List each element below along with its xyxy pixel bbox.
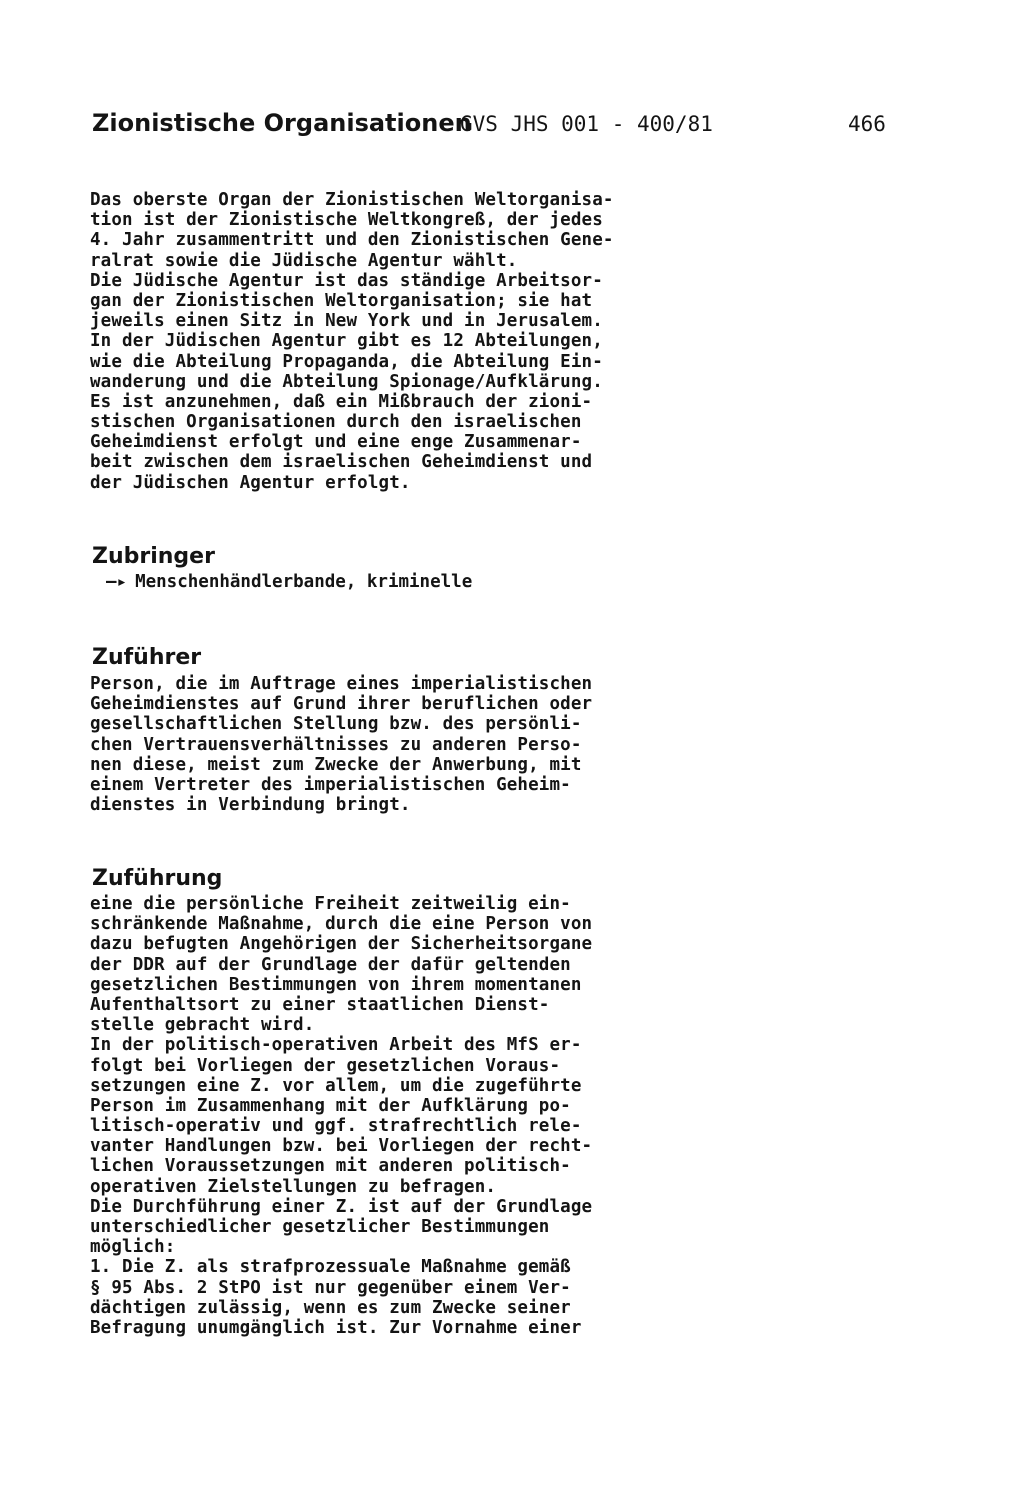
text-line: 1. Die Z. als strafprozessuale Maßnahme gemäß <box>90 1257 571 1278</box>
text-line: gesetzlichen Bestimmungen von ihrem momentanen <box>90 974 582 995</box>
text-line: vanter Handlungen bzw. bei Vorliegen der recht- <box>90 1136 593 1157</box>
text-line: § 95 Abs. 2 StPO ist nur gegenüber einem Ver- <box>90 1277 571 1298</box>
text-line: stischen Organisationen durch den israelischen <box>90 412 582 433</box>
text-line: lichen Voraussetzungen mit anderen politisch- <box>90 1156 571 1177</box>
text-line: Person im Zusammenhang mit der Aufklärung po- <box>90 1095 571 1116</box>
text-line: möglich: <box>90 1237 176 1258</box>
text-line: folgt bei Vorliegen der gesetzlichen Voraus- <box>90 1055 561 1076</box>
text-line: jeweils einen Sitz in New York und in Jerusalem. <box>90 311 603 332</box>
page-number: 466 <box>848 112 886 136</box>
text-line: wie die Abteilung Propaganda, die Abteilung Ein- <box>90 351 603 372</box>
text-line: dächtigen zulässig, wenn es zum Zwecke seiner <box>90 1297 571 1318</box>
entry-body-zufuehrer <box>90 674 592 815</box>
text-line: der DDR auf der Grundlage der dafür geltenden <box>90 954 571 975</box>
arrow-right-icon: —▸ <box>106 572 128 592</box>
text-line: gan der Zionistischen Weltorganisation; sie hat <box>90 290 593 311</box>
text-line: Die Jüdische Agentur ist das ständige Arbeitsor- <box>90 270 603 291</box>
text-line: dienstes in Verbindung bringt. <box>90 795 411 816</box>
text-line: Es ist anzunehmen, daß ein Mißbrauch der zioni- <box>90 391 593 412</box>
text-line: Befragung unumgänglich ist. Zur Vornahme einer <box>90 1317 582 1338</box>
cross-reference-target: Menschenhändlerbande, kriminelle <box>135 572 473 592</box>
entry-heading-zubringer: Zubringer <box>92 544 215 569</box>
intro-paragraph <box>90 190 614 493</box>
text-line: chen Vertrauensverhältnisses zu anderen Perso- <box>90 734 582 755</box>
text-line: Geheimdienstes auf Grund ihrer beruflichen oder <box>90 694 593 715</box>
text-line: gesellschaftlichen Stellung bzw. des persönli- <box>90 714 582 735</box>
text-line: dazu befugten Angehörigen der Sicherheitsorgane <box>90 934 593 955</box>
text-line: wanderung und die Abteilung Spionage/Aufklärung. <box>90 371 603 392</box>
text-line: Die Durchführung einer Z. ist auf der Grundlage <box>90 1196 593 1217</box>
text-line: der Jüdischen Agentur erfolgt. <box>90 472 411 493</box>
text-line: beit zwischen dem israelischen Geheimdienst und <box>90 452 593 473</box>
text-line: ralrat sowie die Jüdische Agentur wählt. <box>90 250 518 271</box>
text-line: In der Jüdischen Agentur gibt es 12 Abteilungen, <box>90 331 603 352</box>
entry-heading-zufuehrung: Zuführung <box>92 866 223 891</box>
text-line: 4. Jahr zusammentritt und den Zionistischen Gene- <box>90 230 614 251</box>
text-line: Person, die im Auftrage eines imperialistischen <box>90 674 593 694</box>
entry-heading-zufuehrer: Zuführer <box>92 645 202 670</box>
text-line: litisch-operativ und ggf. strafrechtlich rele- <box>90 1116 582 1137</box>
text-line: unterschiedlicher gesetzlicher Bestimmungen <box>90 1217 550 1237</box>
text-line: einem Vertreter des imperialistischen Geheim- <box>90 774 571 795</box>
text-line: setzungen eine Z. vor allem, um die zugeführte <box>90 1075 582 1096</box>
cross-reference <box>106 572 472 592</box>
text-line: tion ist der Zionistische Weltkongreß, der jedes <box>90 210 603 231</box>
document-reference: GVS JHS 001 - 400/81 <box>460 112 713 136</box>
text-line: stelle gebracht wird. <box>90 1015 315 1036</box>
text-line: Das oberste Organ der Zionistischen Weltorganisa- <box>90 190 614 210</box>
text-line: In der politisch-operativen Arbeit des MfS er- <box>90 1035 582 1056</box>
entry-body-zufuehrung <box>90 894 592 1338</box>
page-title: Zionistische Organisationen <box>92 109 472 137</box>
text-line: schränkende Maßnahme, durch die eine Person von <box>90 914 593 935</box>
text-line: Aufenthaltsort zu einer staatlichen Dienst- <box>90 994 550 1015</box>
text-line: Geheimdienst erfolgt und eine enge Zusammenar- <box>90 432 582 453</box>
text-line: operativen Zielstellungen zu befragen. <box>90 1176 497 1197</box>
text-line: eine die persönliche Freiheit zeitweilig ein- <box>90 894 571 914</box>
text-line: nen diese, meist zum Zwecke der Anwerbung, mit <box>90 754 582 775</box>
